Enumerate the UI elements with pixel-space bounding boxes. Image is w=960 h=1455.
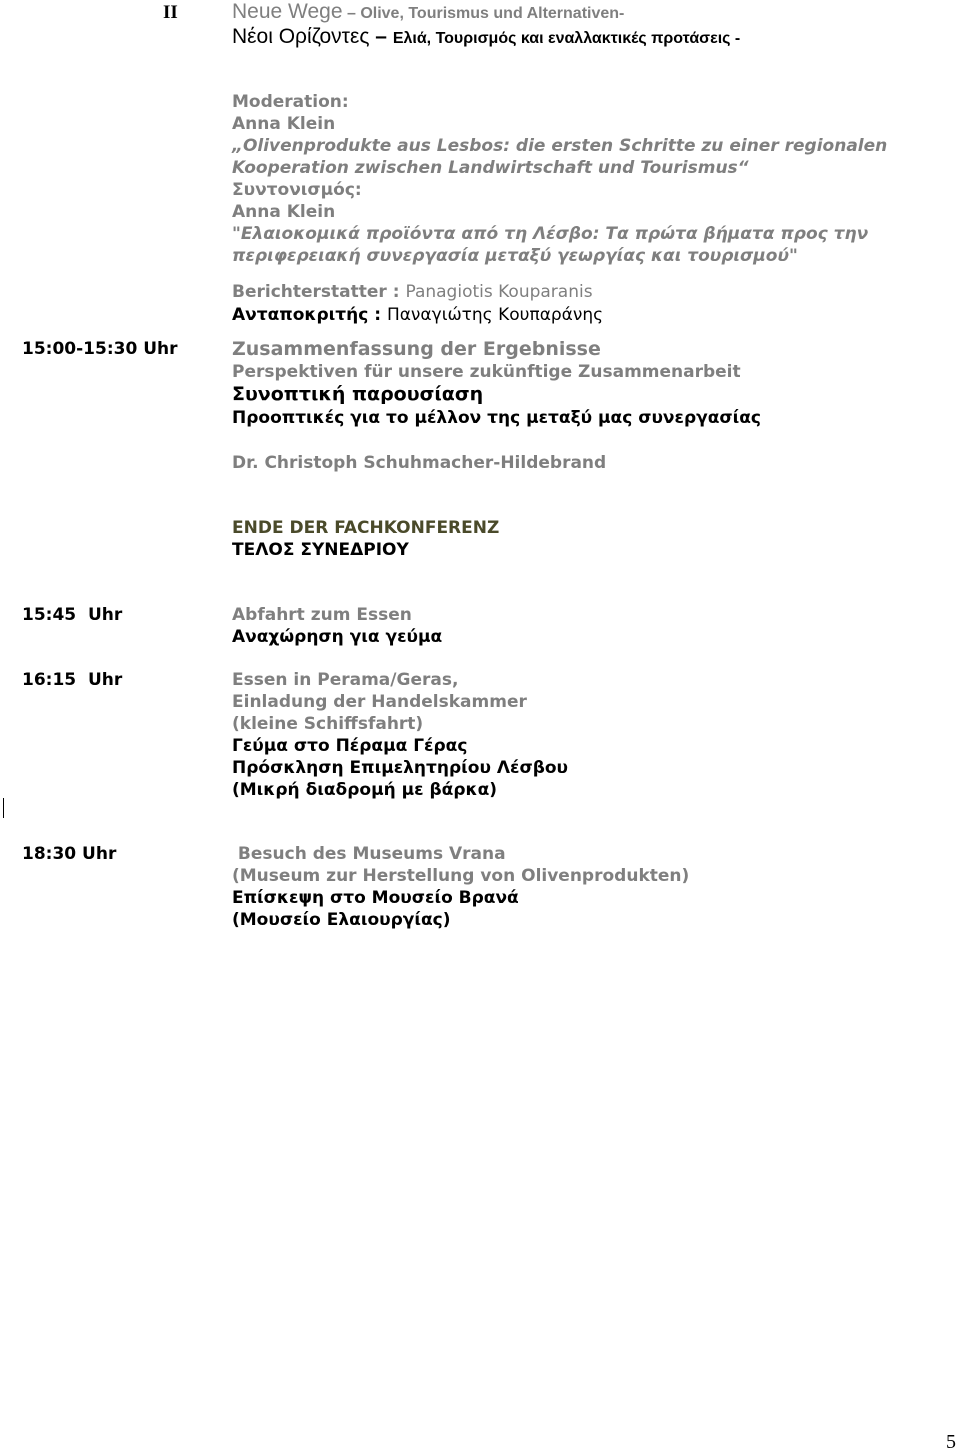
moderation-label-de: Moderation:	[232, 92, 349, 112]
section-title-gr-main: Νέοι Ορίζοντες	[232, 25, 370, 48]
reporter-name-gr: Παναγιώτης Κουπαράνης	[386, 305, 604, 325]
schedule-time-1545: 15:45 Uhr	[22, 605, 123, 625]
moderation-topic-gr-line1: "Ελαιοκομικά προϊόντα από τη Λέσβο: Τα πρώτα βήματα προς την	[232, 224, 869, 244]
schedule-1615-de-line1: Essen in Perama/Geras,	[232, 670, 459, 690]
section-title-gr-dash: –	[369, 25, 393, 48]
section-number: II	[163, 2, 178, 23]
schedule-1615-gr-line3: (Μικρή διαδρομή με βάρκα)	[232, 780, 498, 800]
reporter-colon-gr: :	[368, 305, 387, 325]
moderator-name-de: Anna Klein	[232, 114, 336, 134]
schedule-time-1615: 16:15 Uhr	[22, 670, 123, 690]
section-title-de-sub: – Olive, Tourismus und Alternativen-	[342, 5, 625, 22]
schedule-1615-gr-line1: Γεύμα στο Πέραμα Γέρας	[232, 736, 468, 756]
schedule-1830-gr-line2: (Μουσείο Ελαιουργίας)	[232, 910, 451, 930]
moderator-name-gr: Anna Klein	[232, 202, 336, 222]
schedule-1830-de-line2: (Museum zur Herstellung von Olivenprodukten)	[232, 866, 690, 886]
moderation-topic-gr-line2: περιφερειακή συνεργασία μεταξύ γεωργίας και τουρισμού"	[232, 246, 798, 266]
moderation-topic-de-line1: „Olivenprodukte aus Lesbos: die ersten Schritte zu einer regionalen	[232, 136, 888, 156]
text-cursor	[3, 798, 4, 818]
section-title-de	[232, 0, 624, 26]
section-title-de-main: Neue Wege	[232, 0, 343, 23]
schedule-1615-de-line2: Einladung der Handelskammer	[232, 692, 527, 712]
schedule-1830-de-line1: Besuch des Museums Vrana	[232, 844, 506, 864]
end-title-gr: ΤΕΛΟΣ ΣΥΝΕΔΡΙΟΥ	[232, 540, 409, 560]
schedule-1615-gr-line2: Πρόσκληση Επιμελητηρίου Λέσβου	[232, 758, 569, 778]
schedule-time-1830: 18:30 Uhr	[22, 844, 117, 864]
schedule-1545-gr: Αναχώρηση για γεύμα	[232, 627, 443, 647]
schedule-1830-gr-line1: Επίσκεψη στο Μουσείο Βρανά	[232, 888, 519, 908]
moderation-topic-de-line2: Kooperation zwischen Landwirtschaft und Tourismus“	[232, 158, 749, 178]
summary-title-de: Zusammenfassung der Ergebnisse	[232, 338, 601, 360]
summary-title-gr: Συνοπτική παρουσίαση	[232, 383, 484, 405]
moderation-label-gr: Συντονισμός:	[232, 180, 362, 200]
reporter-label-gr: Ανταποκριτής	[232, 305, 369, 325]
summary-subtitle-de: Perspektiven für unsere zukünftige Zusammenarbeit	[232, 362, 741, 382]
reporter-gr	[232, 304, 603, 326]
summary-time: 15:00-15:30 Uhr	[22, 339, 178, 359]
page-number: 5	[946, 1431, 956, 1453]
schedule-1615-de-line3: (kleine Schiffsfahrt)	[232, 714, 424, 734]
schedule-1545-de: Abfahrt zum Essen	[232, 605, 412, 625]
summary-speaker: Dr. Christoph Schuhmacher-Hildebrand	[232, 453, 607, 473]
summary-subtitle-gr: Προοπτικές για το μέλλον της μεταξύ μας συνεργασίας	[232, 408, 762, 428]
section-title-gr	[232, 25, 740, 51]
end-title-de: ENDE DER FACHKONFERENZ	[232, 518, 500, 538]
reporter-name-de: Panagiotis Kouparanis	[405, 282, 593, 302]
reporter-label-de: Berichterstatter	[232, 282, 387, 302]
reporter-colon-de: :	[386, 282, 406, 302]
section-title-gr-sub: Ελιά, Τουρισμός και εναλλακτικές προτάσεις -	[392, 30, 741, 47]
reporter-de	[232, 281, 593, 303]
